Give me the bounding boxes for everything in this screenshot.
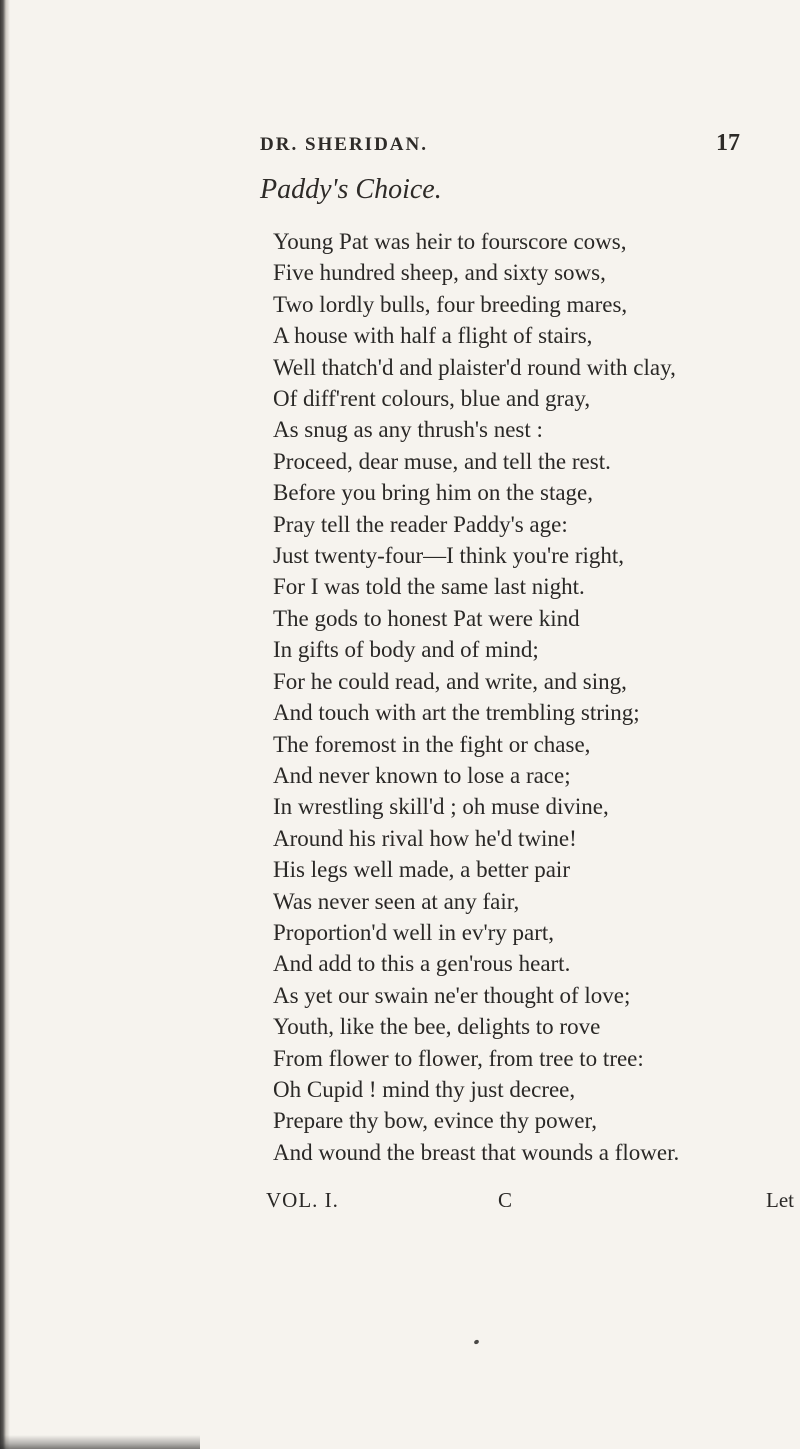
poem-line: Young Pat was heir to fourscore cows, xyxy=(273,229,627,254)
poem-line: In wrestling skill'd ; oh muse divine, xyxy=(273,794,609,820)
poem-line: Two lordly bulls, four breeding mares, xyxy=(273,291,628,317)
poem-line: Before you bring him on the stage, xyxy=(273,480,594,506)
poem-title: Paddy's Choice. xyxy=(260,174,442,205)
poem-line: Pray tell the reader Paddy's age: xyxy=(273,511,568,537)
poem-line: A house with half a flight of stairs, xyxy=(273,323,593,349)
signature-mark: C xyxy=(498,1188,513,1212)
poem-line: As snug as any thrush's nest : xyxy=(273,417,543,443)
poem-line: Was never seen at any fair, xyxy=(273,888,520,914)
poem-line: Five hundred sheep, and sixty sows, xyxy=(273,260,606,286)
poem-line: His legs well made, a better pair xyxy=(273,857,570,883)
poem-line: And wound the breast that wounds a flower. xyxy=(273,1139,680,1165)
page-bottom-shadow xyxy=(0,1435,200,1449)
poem-line: The gods to honest Pat were kind xyxy=(273,605,580,631)
poem-body xyxy=(273,226,793,1168)
running-head: DR. SHERIDAN. xyxy=(260,134,428,155)
poem-line: As yet our swain ne'er thought of love; xyxy=(273,982,631,1008)
poem-line: In gifts of body and of mind; xyxy=(273,637,539,663)
poem-line: Oh Cupid ! mind thy just decree, xyxy=(273,1076,576,1102)
poem-line: Youth, like the bee, delights to rove xyxy=(273,1014,601,1040)
page-footer xyxy=(266,1188,794,1218)
poem-line: For he could read, and write, and sing, xyxy=(273,668,627,694)
page-number: 17 xyxy=(716,130,740,156)
poem-line: Prepare thy bow, evince thy power, xyxy=(273,1108,597,1134)
poem-line: Proceed, dear muse, and tell the rest. xyxy=(273,448,611,474)
poem-line: From flower to flower, from tree to tree: xyxy=(273,1045,644,1071)
poem-line: Just twenty-four—I think you're right, xyxy=(273,543,625,569)
poem-line: Well thatch'd and plaister'd round with clay, xyxy=(273,354,676,380)
poem-line: And add to this a gen'rous heart. xyxy=(273,951,571,977)
ink-speck xyxy=(473,1339,479,1345)
poem-line: And never known to lose a race; xyxy=(273,762,571,788)
poem-line: For I was told the same last night. xyxy=(273,574,585,600)
poem-line: And touch with art the trembling string; xyxy=(273,700,640,726)
volume-label: VOL. I. xyxy=(266,1188,339,1212)
poem-line: Proportion'd well in ev'ry part, xyxy=(273,919,555,945)
poem-line: Of diff'rent colours, blue and gray, xyxy=(273,386,591,412)
page-binding-edge xyxy=(0,0,10,1449)
catchword: Let xyxy=(766,1188,794,1212)
poem-line: The foremost in the fight or chase, xyxy=(273,731,591,757)
poem-line: Around his rival how he'd twine! xyxy=(273,825,577,851)
